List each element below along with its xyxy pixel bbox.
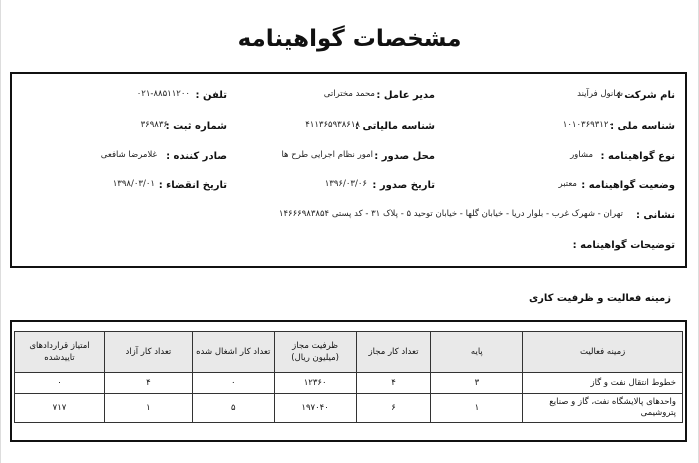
notes-label: توضیحات گواهینامه : [572, 240, 675, 251]
national-id-value: ۱۰۱۰۳۶۹۳۱۲۰ [562, 120, 613, 130]
national-id-label: شناسه ملی : [610, 121, 675, 132]
header-free-jobs: تعداد کار آزاد [104, 332, 192, 373]
cell-allowed-capacity: ۱۹۷۰۴۰ [274, 394, 356, 423]
table-row [15, 394, 683, 423]
issuer-value: غلامرضا شافعی [100, 150, 157, 160]
section-title: زمینه فعالیت و ظرفیت کاری [528, 293, 671, 304]
cell-activity-field: خطوط انتقال نفت و گاز [523, 373, 683, 394]
tax-id-value: ۴۱۱۳۶۵۹۳۸۶۱۸ [305, 120, 360, 130]
phone-label: تلفن : [195, 90, 227, 101]
company-label: نام شرکت : [616, 90, 675, 101]
cell-allowed-jobs: ۴ [356, 373, 431, 394]
issue-place-value: امور نظام اجرایی طرح ها [281, 150, 373, 160]
tax-id-label: شناسه مالیاتی : [355, 121, 435, 132]
header-grade: پایه [431, 332, 523, 373]
cell-grade: ۳ [431, 373, 523, 394]
address-value: تهران - شهرک غرب - بلوار دریا - خیابان گلها - خیابان توحید ۵ - پلاک ۳۱ - کد پستی ۱۴۶۶۶۹۸۳۸۵۴ [278, 209, 623, 219]
page-title: مشخصات گواهینامه [237, 26, 462, 52]
issue-date-value: ۱۳۹۶/۰۳/۰۶ [324, 179, 367, 189]
manager-label: مدیر عامل : [376, 90, 435, 101]
cell-free-jobs: ۱ [104, 394, 192, 423]
phone-value: ۰۲۱-۸۸۵۱۱۲۰۰ [136, 89, 190, 99]
cert-status-value: معتبر [558, 179, 577, 189]
cell-allowed-capacity: ۱۲۳۶۰ [274, 373, 356, 394]
cert-type-value: مشاور [570, 150, 593, 160]
cell-grade: ۱ [431, 394, 523, 423]
expiry-value: ۱۳۹۸/۰۳/۰۱ [112, 179, 155, 189]
reg-no-value: ۳۶۹۸۳۶ [140, 120, 168, 130]
manager-value: محمد مختراتی [323, 89, 375, 99]
cell-occupied-jobs: ۰ [192, 373, 274, 394]
expiry-label: تاریخ انقضاء : [158, 180, 227, 191]
address-label: نشانی : [635, 210, 675, 221]
table-header-row [15, 332, 683, 373]
activity-table [14, 331, 683, 423]
cell-approved-contract-score: ۰ [15, 373, 105, 394]
cell-approved-contract-score: ۷۱۷ [15, 394, 105, 423]
header-approved-contract-score: امتیاز قراردادهای تاییدشده [15, 332, 105, 373]
header-allowed-jobs: تعداد کار مجاز [356, 332, 431, 373]
table-row [15, 373, 683, 394]
reg-no-label: شماره ثبت : [165, 121, 227, 132]
issuer-label: صادر کننده : [166, 151, 227, 162]
cell-activity-field: واحدهای پالایشگاه نفت، گاز و صنایع پتروشیمی [523, 394, 683, 423]
header-allowed-capacity: ظرفیت مجاز (میلیون ریال) [274, 332, 356, 373]
company-value: شانول فرآیند [577, 89, 623, 99]
cell-occupied-jobs: ۵ [192, 394, 274, 423]
activity-table-box [10, 320, 687, 442]
cert-type-label: نوع گواهینامه : [600, 151, 675, 162]
issue-date-label: تاریخ صدور : [372, 180, 435, 191]
header-occupied-jobs: تعداد کار اشغال شده [192, 332, 274, 373]
cell-allowed-jobs: ۶ [356, 394, 431, 423]
certificate-info-box [10, 72, 687, 268]
header-activity-field: زمینه فعالیت [523, 332, 683, 373]
cert-status-label: وضعیت گواهینامه : [581, 180, 675, 191]
issue-place-label: محل صدور : [374, 151, 435, 162]
cell-free-jobs: ۴ [104, 373, 192, 394]
